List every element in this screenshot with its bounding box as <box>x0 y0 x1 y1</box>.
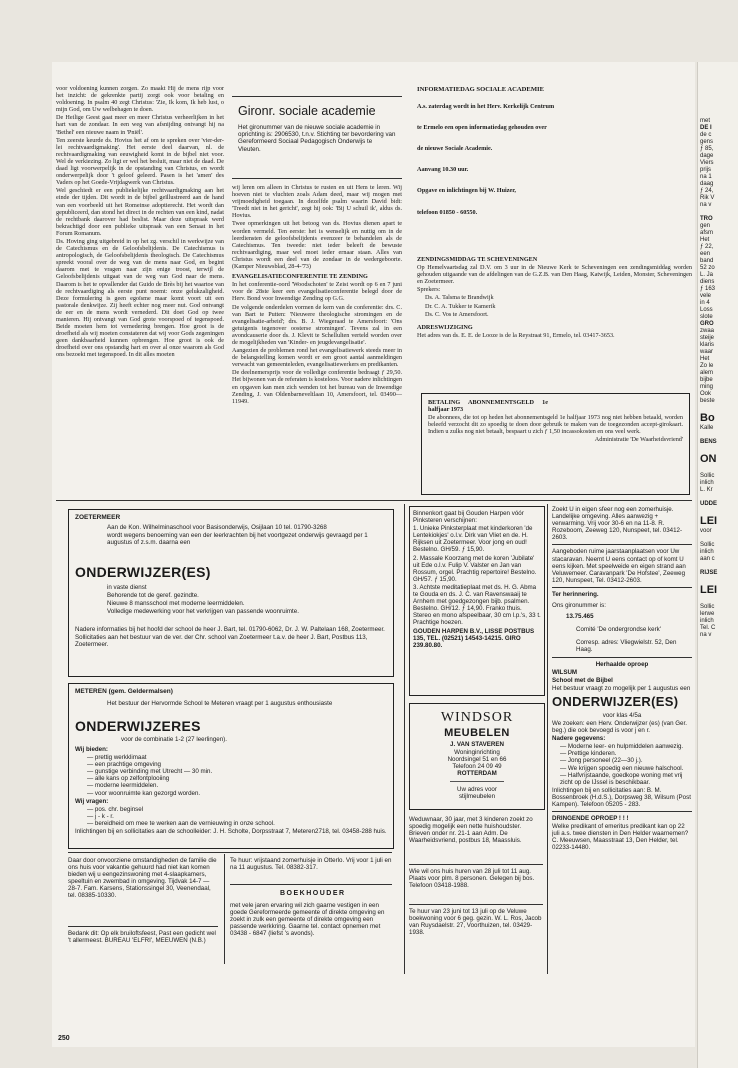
next-page-fragment <box>700 508 717 515</box>
next-page-fragment: na v <box>700 632 712 638</box>
article-paragraph: In het conferentie-oord 'Woodschoten' te Zeist wordt op 6 en 7 juni voor de 28ste keer een evangelisatieconferentie belegd door de Herv. Bond voor Inwendige Zending op G.G. <box>232 281 402 303</box>
article-paragraph: De volgende onderdelen vormen de kern van de conferentie: drs. C. van Bart te Putten: 'Nieuwere theologische stromingen en de evangelisatie-arbeid'; drs. B. J. Wiegeraad te Amersfoort: 'Ons getuigenis tegenover oosterse stromingen'. Tevens zal in een avondcauserie door ds. J. Klevit te Schellulten verteld worden over de mogelijkheden van 'Kinder- en jeugdevangelisatie'. <box>232 303 402 346</box>
adres-text: Het adres van ds. E. E. de Looze is de la Reystraat 91, Ermelo, tel. 03417-3653. <box>417 331 615 339</box>
next-page-fragment: Sollic <box>700 542 715 548</box>
ad-intro: Aan de Kon. Wilhelminaschool voor Basisonderwijs, Osijlaan 10 tel. 01790-3268 <box>107 524 327 531</box>
sprekers-label: Sprekers: <box>417 286 441 294</box>
next-page-fragment: dage <box>700 153 714 159</box>
windsor-title: MEUBELEN <box>444 727 510 739</box>
ad-otterlo <box>230 857 392 883</box>
gironr-text: Het gironummer van de nieuwe sociale academie in oprichting is: 2906530, t.n.v. Stichting ter bevordering van Gereformeerd Sociaal Pedagogisch Onderwijs te Vleuten. <box>238 124 396 153</box>
next-page-fragment: band <box>700 258 714 264</box>
ad-line: in vaste dienst <box>107 584 147 591</box>
ad-bedank <box>68 930 218 960</box>
ad-te-huur <box>409 908 543 944</box>
next-page-fragment <box>700 405 717 412</box>
next-page-fragment: Ook <box>700 391 712 397</box>
zending-heading: ZENDINGSMIDDAG TE SCHEVENINGEN <box>417 256 538 263</box>
ad-gouden-harpen <box>409 506 545 696</box>
next-page-fragment: inlich <box>700 480 714 486</box>
gironr-heading: Gironr. sociale academie <box>238 104 376 118</box>
informatiedag-line: A.s. zaterdag wordt in het Herv. Kerkelijk Centrum <box>417 103 555 111</box>
article-paragraph: Aangezien de problemen rond het evangelisatiewerk steeds meer in de belangstelling komen wordt er een groot aantal aanmeldingen verwacht van gemeenteleden, evangelisatiewerkers en predikanten. <box>232 347 402 369</box>
next-page-fragment: inlich <box>700 549 714 555</box>
ad-intro: Binnenkort gaat bij Gouden Harpen vóór Pinksteren verschijnen: <box>413 510 524 525</box>
spreker: Ds. A. Talsma te Brandwijk <box>425 294 494 302</box>
ad-zoetermeer <box>68 509 394 677</box>
herhaalde-oproep: Herhaalde oproep <box>595 660 649 668</box>
windsor-line: Noordsingel 51 en 66 <box>447 756 507 763</box>
next-page-fragment: ON <box>700 453 717 465</box>
ad-line: Nieuwe 8 mansschool met moderne leermiddelen. <box>107 600 245 608</box>
vragen-item: — pos. chr. beginsel <box>87 805 144 813</box>
ad-text: Wie wil ons huis huren van 28 juli tot 11 aug. Plaats voor plm. 8 personen. Gelegen bij bos. Telefoon 03418-1988. <box>409 868 535 890</box>
next-page-fragment: gens <box>700 139 714 145</box>
ad-text: Te huur van 23 juni tot 13 juli op de Veluwe boekwoning voor 6 geg. gezin. W. L. Ros, Jacob van Ruysdaelstr. 27, Voorthuizen, tel. 03429-1938. <box>409 908 542 937</box>
next-page-fragment: lerwe <box>700 611 715 617</box>
article-paragraph: voor voldoening kunnen zorgen. Zo maakt Hij de mens rijp voor het inzicht: de gekrenkte partij zorgt ook voor betaling en voldoening. In psalm 40 zegt Christus: 'Zie, Ik kom, Ik heb lust, o mijn God, om Uw welbehagen te doen. <box>56 85 224 114</box>
next-page-fragment: een <box>700 251 711 257</box>
next-page-fragment: GRO <box>700 321 714 327</box>
next-page-fragment <box>700 466 717 473</box>
bieden-item: — prettig werkklimaat <box>87 754 147 762</box>
zending-conf-heading: EVANGELISATIECONFERENTIE TE ZENDING <box>232 273 368 281</box>
next-page-fragment: Rik V <box>700 195 715 201</box>
next-page-fragment: ƒ 85, <box>700 146 714 152</box>
abonnement-sign: Administratie 'De Waarheidsvriend' <box>594 436 683 444</box>
next-page-fragment: gen <box>700 223 711 229</box>
next-page-fragment: Sollic <box>700 604 715 610</box>
zending-text: Op Hemelvaartsdag zal D.V. om 3 uur in de Nieuwe Kerk te Scheveningen een zendingsmiddag worden gehouden uitgaande van de afdelingen van de G.Z.B. van Den Haag, Katwijk, Leiden, Monster, Scheveningen en Zoetermeer. <box>417 264 692 286</box>
herinnering-label: Ter herinnering. <box>552 590 599 598</box>
vragen-label: Wij vragen: <box>75 797 109 805</box>
dringende-text: Welke predikant of emeritus predikant kan op 22 juli a.s. twee diensten in Den Helder waarnemen? C. Meeuwsen, Maasstraat 13, Den Helder, tel. 02233-14480. <box>552 823 689 852</box>
bieden-item: — alle kans op zelfontplooiing <box>87 775 170 783</box>
next-page-fragment: ming <box>700 384 714 390</box>
wilsum-gegeven: — Prettige kinderen. <box>560 750 617 758</box>
next-page-fragment: ƒ 22, <box>700 244 714 250</box>
ad-line: Behorende tot de geref. gezindte. <box>107 592 199 600</box>
ad-huis-huren <box>409 868 543 902</box>
next-page-fragment: met <box>700 118 711 124</box>
ad-text: Te huur: vrijstaand zomerhuisje in Otterlo. Vrij voor 1 juli en na 11 augustus. Tel. 08382-317. <box>230 857 392 872</box>
newspaper-page <box>52 62 695 1047</box>
informatiedag-line: Opgave en inlichtingen bij W. Huizer, <box>417 187 516 195</box>
ad-staanplaats: Aangeboden ruime jaarstaanplaatsen voor Uw stacaravan. Neemt U eens contact op of komt U eens kijken. Met speelweide en eigen strand aan Veluwemeer. Caravanpark 'De Hofstee', Zeeweg 120, Nunspeet, Tel. 03412-2603. <box>552 548 686 584</box>
ad-boekhouder <box>230 902 392 962</box>
harpen-item: 1. Unieke Pinksterplaat met kinderkoren 'de Lentekiokjes' o.l.v. Dirk van Vliet en de. H. Rijksen uit Zoetermeer. Voor jong en oud! Bestelno. GH/59. ƒ 15,90. <box>413 525 533 554</box>
article-paragraph: Twee opmerkingen uit het betoog van ds. Hovius dienen apart te worden vermeld. Ten eerste: het is wenselijk en nuttig om in de leerdiensten de geloofsbelijdenis evenzeer te behandelen als de Catechismus. Ten tweede: niet ieder beleeft de bewuste rechtvaardiging, maar wel moet ieder ernaar staan. Alles van Christus wordt een deel van de zondaar in de wedergeboorte. (Kamper Nieuwsblad, 28-4-'73) <box>232 220 402 271</box>
next-page-fragment: Loss <box>700 307 713 313</box>
wilsum-klas: voor klas 4/5a <box>602 711 642 719</box>
ad-intro: wordt wegens benoeming van een der leerkrachten bij het voortgezet onderwijs gevraagd per 1 augustus of z.s.m. daarna een <box>107 532 368 547</box>
next-page-fragment: na v <box>700 202 712 208</box>
ad-line: Nadere informaties bij het hoofd der school de heer J. Bart, tel. 01790-6062, Dr. J. W. Paltelaan 168, Zoetermeer. <box>75 626 385 633</box>
next-page-fragment: de c <box>700 132 712 138</box>
ad-vakantiehuis <box>68 857 218 923</box>
next-page-fragment: 52 zo <box>700 265 715 271</box>
informatiedag-line: te Ermelo een open informatiedag gehouden over <box>417 124 547 132</box>
abonnement-text: De abonnees, die tot op heden het abonnementsgeld 1e halfjaar 1973 nog niet hebben betaald, worden beleefd verzocht dit zo spoedig te doen door gebruik te maken van de toegezonden accept-girokaart. Indien u zulks nog niet betaalt, bespaart u zich ƒ 1,50 incassokosten en ons veel werk. <box>428 414 683 436</box>
spreker: Dr. C. A. Tukker te Kamerik <box>425 302 496 310</box>
next-page-fragment: L. Kr <box>700 487 713 493</box>
comite: Comité 'De ondergrondse kerk' <box>576 626 661 634</box>
giro-label: Ons gironummer is: <box>552 602 606 610</box>
windsor-name: J. VAN STAVEREN <box>450 741 504 748</box>
ad-intro: Het bestuur der Hervormde School te Meteren vraagt per 1 augustus enthousiaste <box>107 700 333 707</box>
zending-column <box>417 256 692 376</box>
wilsum: WILSUM <box>552 668 578 676</box>
next-page-fragment: TRO <box>700 216 713 222</box>
bieden-item: — gunstige verbinding met Utrecht — 30 min. <box>87 768 213 776</box>
next-page-fragment <box>700 432 717 439</box>
informatiedag-line: telefoon 01850 - 60550. <box>417 208 478 216</box>
wilsum-gegeven: — We krijgen spoedig een nieuwe halschool. <box>560 764 684 772</box>
abonnement-heading: BETALING ABONNEMENTSGELD 1e halfjaar 1973 <box>428 399 548 414</box>
wilsum-big-heading: ONDERWIJZER(ES) <box>552 693 679 709</box>
ad-line: Volledige medewerking voor het verkrijgen van passende woonruimte. <box>107 608 299 616</box>
ad-big-heading: ONDERWIJZER(ES) <box>75 564 211 580</box>
wilsum-nadere: Nadere gegevens: <box>552 735 606 743</box>
next-page-fragment: LEI <box>700 515 718 527</box>
adres-heading: ADRESWIJZIGING <box>417 323 473 331</box>
next-page-fragment: RIJSE <box>700 570 718 576</box>
windsor-line: Woninginrichting <box>454 749 500 756</box>
informatiedag-line: Aanvang 10.30 uur. <box>417 166 469 174</box>
ad-zomerhuisje: Zoekt U in eigen sfeer nog een zomerhuisje. Landelijke omgeving. Alles aanwezig + verwarming. Vrij voor 30-6 en na 11-8. R. Rozeboom, Zeeweg 120, Nunspeet, tel. 03412-2603. <box>552 506 683 542</box>
ad-windsor <box>409 703 545 810</box>
vragen-item: — j - k - r. <box>87 812 114 820</box>
next-page-fragment: klaris <box>700 342 715 348</box>
next-page-fragment: Zo le <box>700 363 714 369</box>
next-page-fragment: voor <box>700 528 712 534</box>
next-page-fragment: afsm <box>700 230 714 236</box>
article-column-1 <box>56 85 224 500</box>
next-page-fragment: Bo <box>700 412 715 424</box>
next-page-fragment: Kalle <box>700 425 714 431</box>
ad-place: ZOETERMEER <box>75 514 121 521</box>
ad-text: Bedank dit: Op elk bruiloftsfeest, Past een gedicht wel 't allermeest. BUREAU 'ELFRI', MEEUWEN (N.B.) <box>68 930 216 945</box>
wilsum-gegeven: — Moderne leer- en hulpmiddelen aanwezig. <box>560 743 684 751</box>
next-page-fragment <box>700 494 717 501</box>
vragen-item: — bereidheid om mee te werken aan de vernieuwing in onze school. <box>87 819 275 827</box>
next-page-fragment: DE I <box>700 125 712 131</box>
article-paragraph: wij leren om alleen in Christus te rusten en uit Hem te leren. Wij hoeven niet te vluchten zoals Adam deed, maar wij mogen met vrijmoedigheid toegaan. In dezelfde psalm waarin David bidt: 'Treedt niet in het gericht', zegt hij ook: 'Bij U schuil ik', aldus ds. Hovius. <box>232 184 402 220</box>
windsor-logo: WINDSOR <box>440 710 514 725</box>
wilsum-school: School met de Bijbel <box>552 676 613 684</box>
bieden-item: — een prachtige omgeving <box>87 761 161 769</box>
next-page-fragment <box>700 597 717 604</box>
article-paragraph: De deelnemersprijs voor de volledige conferentie bedraagt ƒ 29,50. Het bijwonen van de referaten is kosteloos. Voor nadere inlichtingen en opgaven kan men zich wenden tot het bureau van de Inwendige Zending, J. van Oldenbarneveltlaan 10, Amersfoort, tel. 03490—11949. <box>232 369 402 405</box>
article-paragraph: De Heilige Geest gaat meer en meer Christus verheerlijken in het hart van de zondaar. In een weg van afsnijding ontvangt hij na 'Bethel' een nieuwe naam in 'Pniël'. <box>56 114 224 136</box>
informatiedag-heading: INFORMATIEDAG SOCIALE ACADEMIE <box>417 86 545 93</box>
harpen-item: 3. Achtste meditatieplaat met ds. H. G. Abma te Gouda en ds. J. C. van Ravenswaaij te Arnhem met goedgezongen bijb. psalmen. Bestelno. GH/12. ƒ 14,90. Franko thuis. Stereo en mono afspeelbaar, 30 cm l.p.'s, 33 t. Prachtige hoezen. <box>413 583 541 627</box>
wilsum-bestuur: Het bestuur vraagt zo mogelijk per 1 augustus een <box>552 684 691 692</box>
next-page-fragment: aan c <box>700 556 715 562</box>
next-page-fragment: na 1 <box>700 174 712 180</box>
boekhouder-heading: BOEKHOUDER <box>280 890 346 897</box>
ad-weduwnaar <box>409 816 543 862</box>
next-page-fragment: LEI <box>700 584 718 596</box>
article-paragraph: Ds. Hoving ging uitgebreid in op het zg. verschil in werkwijze van de Catechismus en de Geloofsbelijdenis. De Catechismus is antropologisch, de Geloofsbelijdenis theologisch. De Catechismus spreekt vooral over de weg van de mens naar God, en begint daarom met te vragen naar zijn enige troost, terwijl de Geloofsbelijdenis uitgaat van de weg van God naar de mens. Daarom is het te opvallender dat Guido de Brès bij het waartoe van de rechtvaardiging als eerste punt noemt: onze gelukzaligheid. Deze formulering is geen egoïsme maar komt voort uit een pastorale denkwijze. Zij heeft echter nog meer nut. God ontvangt de eer en de mens wordt vernederd. Dit doet God op twee manieren. Hij ontvangt van God grote voorspoed of tegenspoed. Beide moeten hem tot vernedering brengen. Hoe groot is de droefheid als wij moeten constateren dat wij voor Gods zegeningen geen dankbaarheid kunnen opbrengen. Hoe groot is ook de droefheid over ons opstandig hart en over al onze waarom als God ons bezoekt met tegenspoed. In dit alles moeten <box>56 237 224 359</box>
next-page-fragment: Viers <box>700 160 714 166</box>
abonnement-box <box>421 393 690 495</box>
next-page-fragment: UDDE <box>700 501 718 507</box>
windsor-line: Telefoon 24 09 49 <box>452 763 502 770</box>
informatiedag-line: de nieuwe Sociale Academie. <box>417 145 493 153</box>
ad-text: Weduwnaar, 30 jaar, met 3 kinderen zoekt zo spoedig mogelijk een nette huishoudster. Brieven onder nr. 21-1 aan Adm. De Waarheidsvriend, postbus 18, Maassluis. <box>409 816 533 845</box>
next-page-fragment: Tel. C <box>700 625 716 631</box>
next-page-fragment: inlich <box>700 618 714 624</box>
next-page-fragment: Sollic <box>700 473 715 479</box>
gironr-box <box>232 96 402 182</box>
next-page-fragment: prijs <box>700 167 712 173</box>
wilsum-inlichtingen: Inlichtingen bij en sollicitaties aan: B. M. Bossenbroek (H.d.S.), Dorpsweg 38, Wilsum (Post Kampen). Telefoon 05205 - 283. <box>552 786 691 808</box>
next-page-fragment <box>700 563 717 570</box>
next-page-fragment <box>700 209 717 216</box>
next-page-fragment: zwaa <box>700 328 715 334</box>
article-paragraph: Ten zeerste keurde ds. Hovius het af om te spreken over 'vier-der-lei rechtvaardigmaking'. Het eerste deel daarvan, nl. de rechtvaardigmaking van eeuwigheid komt in de bijbel niet voor. Wel de verkiezing. Zo ligt er wel het besluit, maar niet de daad. De daad ligt voorwerpelijk in de opstanding van Christus, en wordt onderwerpelijk door 't geloof geleerd. Pasen is het 'amen' des Vaders op het Goede-Vrijdagwerk van Christus. <box>56 136 224 187</box>
wilsum-gegeven: — Halfvrijstaande, goedkope woning met vrij zicht op de IJssel is beschikbaar. <box>560 771 683 786</box>
next-page-fragment: alem <box>700 370 714 376</box>
windsor-line: ROTTERDAM <box>457 770 497 777</box>
article-column-3 <box>417 86 692 226</box>
next-page-fragment: vele <box>700 293 712 299</box>
bieden-label: Wij bieden: <box>75 746 108 753</box>
page-number: 250 <box>58 1035 70 1042</box>
ad-text: met vele jaren ervaring wil zich gaarne vestigen in een goede Gereformeerde gemeente of direkte omgeving en zoekt in zulk een gemeente of direkte omgeving een passende werkkring. Gaarne tel. contact opnemen met 03438 - 6847 (liefst 's avonds). <box>230 902 385 938</box>
next-page-text <box>700 118 717 639</box>
harpen-item: 2. Massale Koorzang met de koren 'Jubilate' uit Ede o.l.v. Fulip V. Valster en Jan van Rossum, orgel. Prachtig repertoire! Bestelno. GH/57. ƒ 15,90. <box>413 554 537 583</box>
ad-right-column <box>552 506 692 976</box>
next-page-fragment: L. Ja <box>700 272 714 278</box>
next-page-fragment: diens <box>700 279 715 285</box>
ad-place: METEREN (gem. Geldermalsen) <box>75 688 173 695</box>
giro-number: 13.75.465 <box>566 613 594 621</box>
next-page-fragment: ƒ 163 <box>700 286 716 292</box>
next-page-fragment: bijbe <box>700 377 713 383</box>
next-page-fragment: daag <box>700 181 714 187</box>
next-page-fragment: BENS <box>700 439 717 445</box>
wilsum-gegeven: — Jong personeel (22—30 j.). <box>560 757 643 765</box>
next-page-fragment: ƒ 24, <box>700 188 714 194</box>
next-page-fragment <box>700 446 717 453</box>
next-page-fragment: in 4 <box>700 300 710 306</box>
next-page-fragment: beste <box>700 398 715 404</box>
ad-meteren <box>68 683 394 849</box>
ad-footer: Inlichtingen bij en sollicitaties aan de schoolleider: J. H. Scholte, Dorpsstraat 7, Meteren2718, tel. 03458-288 huis. <box>75 828 387 836</box>
next-page-edge <box>697 62 738 1068</box>
bieden-item: — moderne leermiddelen. <box>87 782 159 790</box>
article-paragraph: Wel geschiedt er een publiekelijke rechtvaardigmaking aan het einde der tijden. Dit wordt in de bijbel geïllustreerd aan de hand van een voorbeeld uit het Romeinse adoptierecht. Het wordt dan gepubliceerd, dan stond het direct in de rechten van een kind, nadat de rechtbank daarover had beslist. Maar deze uitspraak werd bekrachtigd door een publieke uitspraak van een Senaat in het Forum Romanum. <box>56 187 224 237</box>
ad-text: Daar door onvoorziene omstandigheden de familie die ons huis voor vakantie gehuurd had niet kan komen bieden wij u eengezinswoning met 4-slaapkamers, speeltuin en zwembad in omgeving. Tijdvak 14-7 — 28-7. Fam. Karsens, Stationssingel 30, Veenendaal, tel. 08385-10330. <box>68 857 217 900</box>
ad-sub: voor de combinatie 1-2 (27 leerlingen). <box>121 736 227 743</box>
next-page-fragment <box>700 577 717 584</box>
next-page-fragment <box>700 535 717 542</box>
wilsum-zoeken: We zoeken: een Herv. Onderwijzer (es) (van Ger. beg.) die ook bevoegd is voor j en r. <box>552 719 687 735</box>
windsor-footer: Uw adres voor stijlmeubelen <box>457 786 497 800</box>
ad-line: Sollicitaties aan het bestuur van de ver. der Chr. school van Zoetermeer t.a.v. de heer J. Bart, Postbus 113, Zoetermeer. <box>75 634 368 649</box>
spreker: Ds. C. Vos te Amersfoort. <box>425 310 489 318</box>
article-column-2 <box>232 184 402 499</box>
ad-big-heading: ONDERWIJZERES <box>75 718 201 734</box>
dringende-oproep: DRINGENDE OPROEP ! ! ! <box>552 815 629 823</box>
next-page-fragment: Het <box>700 237 710 243</box>
next-page-fragment: waar <box>700 349 714 355</box>
bieden-item: — voor woonruimte kan gezorgd worden. <box>87 789 201 797</box>
next-page-fragment: Het <box>700 356 710 362</box>
next-page-fragment: slote <box>700 314 713 320</box>
harpen-address: GOUDEN HARPEN B.V., LISSE POSTBUS 135, TEL. (02521) 14543-14215. GIRO 239.80.80. <box>413 627 535 649</box>
next-page-fragment: steije <box>700 335 715 341</box>
corresp: Corresp. adres: Vliegwielstr. 52, Den Haag. <box>576 639 677 654</box>
